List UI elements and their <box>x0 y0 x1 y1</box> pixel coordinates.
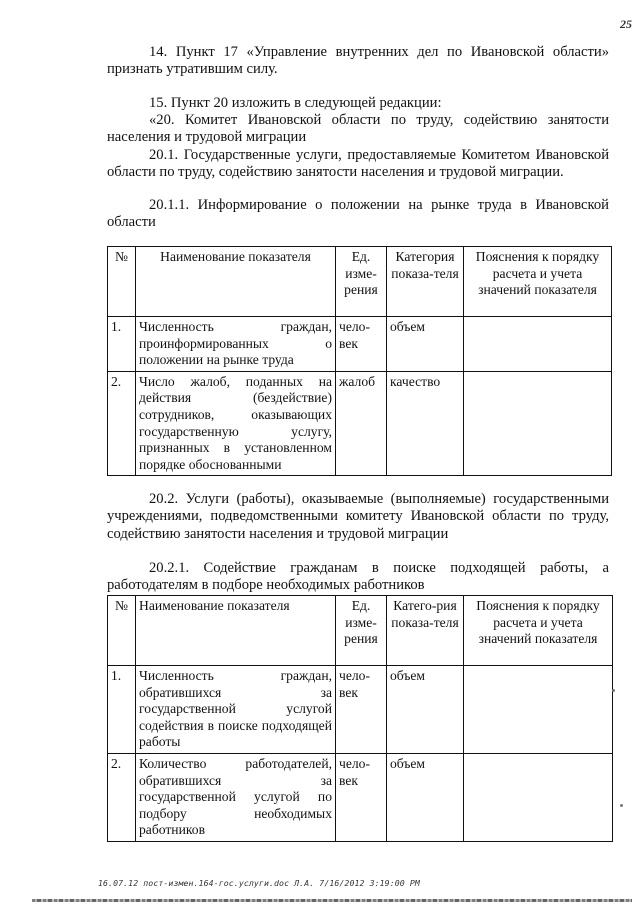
scan-speck <box>612 689 615 692</box>
scan-edge-artifact <box>32 899 632 902</box>
cell-category: качество <box>387 371 464 476</box>
header-number: № <box>108 596 136 666</box>
item-20-1-1: 20.1.1. Информирование о положении на рынке труда в Ивановской области <box>107 197 609 231</box>
header-indicator-name: Наименование показателя <box>136 596 336 666</box>
cell-indicator-name: Численность граждан, проинформированных о положении на рынке труда <box>136 317 336 372</box>
table-header-row <box>108 247 612 317</box>
table-header-row <box>108 596 613 666</box>
cell-number: 2. <box>108 754 136 842</box>
indicators-table-1 <box>107 246 612 476</box>
header-unit: Ед. изме-рения <box>336 247 387 317</box>
table-row <box>108 317 612 372</box>
table-row <box>108 754 613 842</box>
item-20-2-1: 20.2.1. Содействие гражданам в поиске подходящей работы, а работодателям в подборе необходимых работников <box>107 560 609 594</box>
table-row <box>108 371 612 476</box>
cell-indicator-name: Численность граждан, обратившихся за государственной услугой содействия в поиске подходящей работы <box>136 666 336 754</box>
indicators-table-2 <box>107 595 613 842</box>
cell-unit: чело-век <box>336 754 387 842</box>
cell-explanation <box>464 371 612 476</box>
cell-number: 1. <box>108 317 136 372</box>
header-category: Категория показа-теля <box>387 247 464 317</box>
cell-explanation <box>464 754 613 842</box>
header-indicator-name: Наименование показателя <box>136 247 336 317</box>
page-number: 25 <box>620 17 632 31</box>
item-20-1: 20.1. Государственные услуги, предоставляемые Комитетом Ивановской области по труду, содействию занятости населения и трудовой миграции. <box>107 147 609 181</box>
document-footer: 16.07.12 пост-измен.164-гос.услуги.doc Л.А. 7/16/2012 3:19:00 PM <box>98 878 420 888</box>
cell-unit: чело-век <box>336 317 387 372</box>
header-explanation: Пояснения к порядку расчета и учета значений показателя <box>464 247 612 317</box>
cell-unit: чело-век <box>336 666 387 754</box>
cell-category: объем <box>387 317 464 372</box>
header-unit: Ед. изме-рения <box>336 596 387 666</box>
header-number: № <box>108 247 136 317</box>
cell-number: 2. <box>108 371 136 476</box>
cell-indicator-name: Количество работодателей, обратившихся за государственной услугой по подбору необходимых работников <box>136 754 336 842</box>
item-15: 15. Пункт 20 изложить в следующей редакции: <box>149 95 442 111</box>
item-14: 14. Пункт 17 «Управление внутренних дел по Ивановской области» признать утратившим силу. <box>107 44 609 78</box>
cell-indicator-name: Число жалоб, поданных на действия (бездействие) сотрудников, оказывающих государственную услугу, признанных в установленном порядке обоснованными <box>136 371 336 476</box>
item-20: «20. Комитет Ивановской области по труду, содействию занятости населения и трудовой миграции <box>107 112 609 146</box>
header-explanation: Пояснения к порядку расчета и учета значений показателя <box>464 596 613 666</box>
cell-explanation <box>464 666 613 754</box>
cell-explanation <box>464 317 612 372</box>
item-20-2: 20.2. Услуги (работы), оказываемые (выполняемые) государственными учреждениями, подведомственными комитету Ивановской области по труду, содействию занятости населения и трудовой миграции <box>107 491 609 542</box>
cell-number: 1. <box>108 666 136 754</box>
header-category: Катего-рия показа-теля <box>387 596 464 666</box>
table-row <box>108 666 613 754</box>
cell-unit: жалоб <box>336 371 387 476</box>
cell-category: объем <box>387 666 464 754</box>
cell-category: объем <box>387 754 464 842</box>
scan-speck <box>620 804 623 807</box>
